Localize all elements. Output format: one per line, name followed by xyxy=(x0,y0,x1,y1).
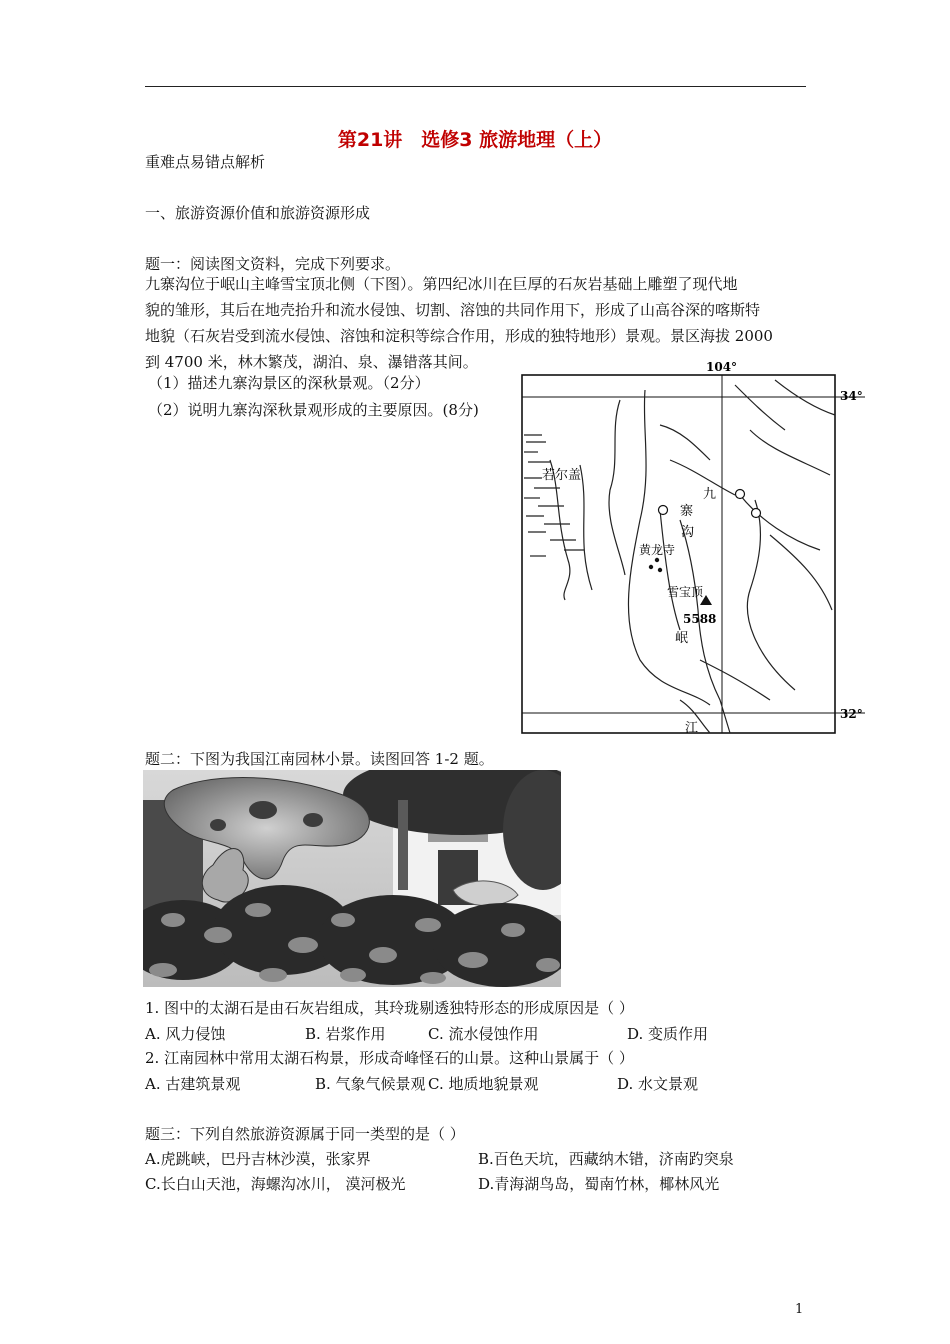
question-2-item-2-options xyxy=(145,1073,805,1095)
longitude-label: 104° xyxy=(706,360,738,374)
subtitle: 重难点易错点解析 xyxy=(145,153,266,171)
page-number: 1 xyxy=(795,1302,804,1317)
option: A. 风力侵蚀 xyxy=(145,1025,226,1043)
place-ruoergai: 若尔盖 xyxy=(542,468,582,483)
garden-photo xyxy=(143,770,561,987)
passage-line: 到 4700 米，林木繁茂，湖泊、泉、瀑错落其间。 xyxy=(145,353,478,371)
question-2-item-2: 2. 江南园林中常用太湖石构景，形成奇峰怪石的山景。这种山景属于（ ） xyxy=(145,1049,634,1067)
place-huanglongsi: 黄龙寺 xyxy=(639,543,676,557)
question-3-option-c: C.长白山天池，海螺沟冰川， 漠河极光 xyxy=(145,1175,406,1193)
option: D. 水文景观 xyxy=(617,1075,699,1093)
question-3-heading: 题三：下列自然旅游资源属于同一类型的是（ ） xyxy=(145,1125,465,1143)
option: A. 古建筑景观 xyxy=(145,1075,241,1093)
passage-line: 九寨沟位于岷山主峰雪宝顶北侧（下图）。第四纪冰川在巨厚的石灰岩基础上雕塑了现代地 xyxy=(145,275,738,293)
question-3-option-d: D.青海湖鸟岛，蜀南竹林，椰林风光 xyxy=(478,1175,720,1193)
place-jiu: 九 xyxy=(703,487,717,502)
place-gou: 沟 xyxy=(681,525,695,540)
passage-line: 地貌（石灰岩受到流水侵蚀、溶蚀和淀积等综合作用，形成的独特地形）景观。景区海拔 2000 xyxy=(145,327,773,345)
latitude-bottom-label: 32° xyxy=(840,707,863,721)
latitude-top-label: 34° xyxy=(840,389,863,403)
question-1-sub-2: （2）说明九寨沟深秋景观形成的主要原因。(8分) xyxy=(148,401,479,419)
place-min: 岷 xyxy=(675,631,689,646)
header-rule xyxy=(145,86,806,87)
question-1-sub-1: （1）描述九寨沟景区的深秋景观。（2分） xyxy=(148,374,430,392)
question-2-item-1: 1. 图中的太湖石是由石灰岩组成，其玲珑剔透独特形态的形成原因是（ ） xyxy=(145,999,634,1017)
question-2-heading: 题二：下图为我国江南园林小景。读图回答 1-2 题。 xyxy=(145,750,494,768)
question-2-item-1-options xyxy=(145,1023,805,1045)
option: D. 变质作用 xyxy=(627,1025,709,1043)
jiuzhaigou-map xyxy=(520,360,865,735)
option: B. 气象气候景观 xyxy=(315,1075,426,1093)
question-3-option-b: B.百色天坑，西藏纳木错，济南趵突泉 xyxy=(478,1150,734,1168)
place-zhai: 寨 xyxy=(680,504,694,519)
option: B. 岩浆作用 xyxy=(305,1025,386,1043)
peak-elevation: 5588 xyxy=(683,612,717,626)
question-3-option-a: A.虎跳峡，巴丹吉林沙漠，张家界 xyxy=(145,1150,371,1168)
section-heading: 一、旅游资源价值和旅游资源形成 xyxy=(145,204,371,222)
question-1-heading: 题一：阅读图文资料，完成下列要求。 xyxy=(145,255,401,273)
option: C. 流水侵蚀作用 xyxy=(428,1025,539,1043)
place-jiang: 江 xyxy=(685,721,699,735)
passage-line: 貌的雏形，其后在地壳抬升和流水侵蚀、切割、溶蚀的共同作用下，形成了山高谷深的喀斯特 xyxy=(145,301,761,319)
page-title: 第21讲 选修3 旅游地理（上） xyxy=(337,129,613,151)
peak-name: 雪宝顶 xyxy=(667,585,704,599)
option: C. 地质地貌景观 xyxy=(428,1075,539,1093)
